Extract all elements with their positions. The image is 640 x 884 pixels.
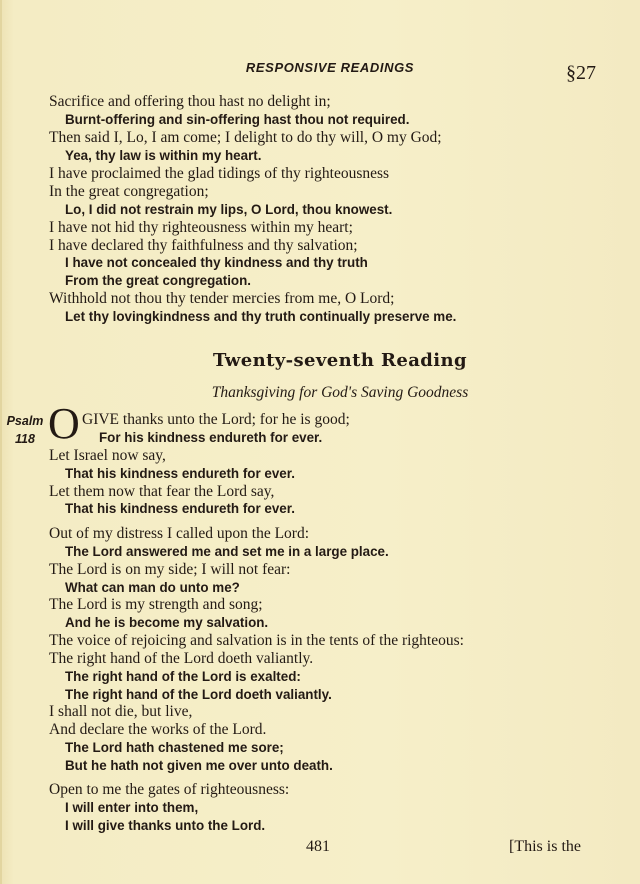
verse-line: I shall not die, but live, <box>49 703 193 720</box>
response-line: And he is become my salvation. <box>65 615 269 630</box>
drop-cap: O <box>48 399 80 448</box>
verse-line: Let Israel now say, <box>49 447 166 464</box>
response-line: The Lord answered me and set me in a large place. <box>65 544 389 559</box>
verse-line: GIVE thanks unto the Lord; for he is good; <box>82 411 350 428</box>
verse-line: The voice of rejoicing and salvation is in the tents of the righteous: <box>49 632 464 649</box>
response-line: That his kindness endureth for ever. <box>65 501 295 516</box>
running-head: RESPONSIVE READINGS <box>245 60 415 75</box>
margin-reference-number: 118 <box>15 432 35 446</box>
verse-line: In the great congregation; <box>49 183 209 200</box>
section-number: §27 <box>566 62 596 84</box>
reading-subtitle: Thanksgiving for God's Saving Goodness <box>211 384 469 401</box>
verse-line: The right hand of the Lord doeth valiantly. <box>49 650 314 667</box>
response-line: That his kindness endureth for ever. <box>65 466 295 481</box>
verse-line: I have not hid thy righteousness within my heart; <box>49 219 353 236</box>
verse-line: Withhold not thou thy tender mercies from me, O Lord; <box>49 290 395 307</box>
verse-line: Then said I, Lo, I am come; I delight to do thy will, O my God; <box>49 129 442 146</box>
margin-reference: Psalm <box>6 414 44 428</box>
response-line: Yea, thy law is within my heart. <box>65 148 262 163</box>
response-line: The right hand of the Lord is exalted: <box>65 669 301 684</box>
verse-line: I have declared thy faithfulness and thy salvation; <box>49 237 358 254</box>
page-number: 481 <box>306 838 330 855</box>
verse-line: Out of my distress I called upon the Lord: <box>49 525 310 542</box>
response-line: The Lord hath chastened me sore; <box>65 740 284 755</box>
verse-line: I have proclaimed the glad tidings of thy righteousness <box>49 165 390 182</box>
page-gutter <box>0 0 2 884</box>
reading-title: Twenty-seventh Reading <box>213 350 467 371</box>
catchword: [This is the <box>509 838 581 855</box>
verse-line: And declare the works of the Lord. <box>49 721 267 738</box>
verse-line: Sacrifice and offering thou hast no delight in; <box>49 93 331 110</box>
response-line: But he hath not given me over unto death. <box>65 758 333 773</box>
response-line: For his kindness endureth for ever. <box>99 430 323 445</box>
response-line: Let thy lovingkindness and thy truth continually preserve me. <box>65 309 457 324</box>
response-line: The right hand of the Lord doeth valiantly. <box>65 687 332 702</box>
response-line: From the great congregation. <box>65 273 251 288</box>
response-line: Burnt-offering and sin-offering hast thou not required. <box>65 112 410 127</box>
verse-line: The Lord is my strength and song; <box>49 596 263 613</box>
response-line: I will enter into them, <box>65 800 199 815</box>
response-line: I have not concealed thy kindness and thy truth <box>65 255 368 270</box>
response-line: I will give thanks unto the Lord. <box>65 818 266 833</box>
response-line: What can man do unto me? <box>65 580 240 595</box>
verse-line: The Lord is on my side; I will not fear: <box>49 561 291 578</box>
response-line: Lo, I did not restrain my lips, O Lord, thou knowest. <box>65 202 393 217</box>
verse-line: Open to me the gates of righteousness: <box>49 781 290 798</box>
verse-line: Let them now that fear the Lord say, <box>49 483 275 500</box>
